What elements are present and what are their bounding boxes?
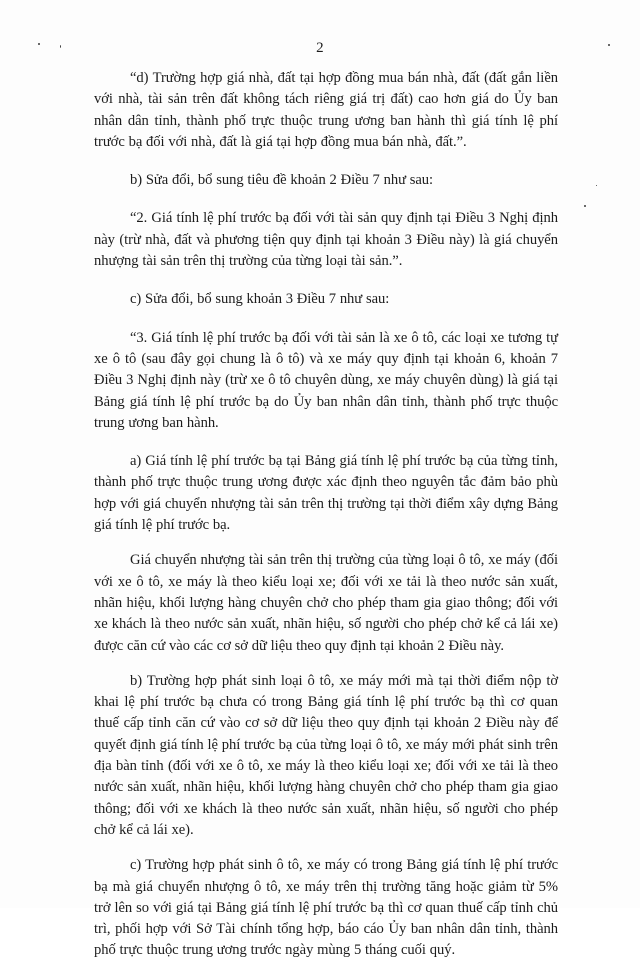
paragraph-point-b: b) Trường hợp phát sinh loại ô tô, xe máy mới mà tại thời điểm nộp tờ khai lệ phí trước bạ chưa có trong Bảng giá tính lệ phí trước bạ thì cơ quan thuế cấp tỉnh căn cứ vào cơ sở dữ liệu theo quy định tại khoản 2 Điều này để quyết định giá tính lệ phí trước bạ của từng loại ô tô, xe máy mới phát sinh trên địa bàn tỉnh (đối với xe ô tô, xe máy là theo kiểu loại xe; đối với xe tải là theo nước sản xuất, nhãn hiệu, khối lượng hàng chuyên chở cho phép tham gia giao thông; đối với xe khách là theo nước sản xuất, nhãn hiệu, số người cho phép chở kể cả lái xe). <box>94 672 558 838</box>
paragraph-point-a: a) Giá tính lệ phí trước bạ tại Bảng giá tính lệ phí trước bạ của từng tỉnh, thành phố trực thuộc trung ương được xác định theo nguyên tắc đảm bảo phù hợp với giá chuyển nhượng tài sản trên thị trường tại thời điểm xây dựng Bảng giá tính lệ phí trước bạ. <box>94 453 558 534</box>
page-number: 2 <box>316 40 324 56</box>
paragraph-clause-2: “2. Giá tính lệ phí trước bạ đối với tài sản quy định tại Điều 3 Nghị định này (trừ nhà, đất và phương tiện quy định tại khoản 3 Điều này) là giá chuyển nhượng tài sản trên thị trường của từng loại tài sản.”. <box>94 210 558 270</box>
scan-speck <box>584 205 586 207</box>
paragraph-clause-3: “3. Giá tính lệ phí trước bạ đối với tài sản là xe ô tô, các loại xe tương tự xe ô tô (sau đây gọi chung là ô tô) và xe máy quy định tại khoản 6, khoản 7 Điều 3 Nghị định này (trừ xe ô tô chuyên dùng, xe máy chuyên dùng) là giá tại Bảng giá tính lệ phí trước bạ do Ủy ban nhân dân tỉnh, thành phố trực thuộc trung ương ban hành. <box>94 329 558 431</box>
scan-speck <box>60 45 61 48</box>
document-body <box>94 68 558 974</box>
scan-speck <box>596 185 597 186</box>
paragraph-market-price: Giá chuyển nhượng tài sản trên thị trường của từng loại ô tô, xe máy (đối với xe ô tô, xe máy là theo kiểu loại xe; đối với xe tải là theo nước sản xuất, nhãn hiệu, khối lượng hàng chuyên chở cho phép tham gia giao thông; đối với xe khách là theo nước sản xuất, nhãn hiệu, số người cho phép chở kể cả lái xe) được căn cứ vào các cơ sở dữ liệu theo quy định tại khoản 2 Điều này. <box>94 552 558 654</box>
paragraph-clause-d: “d) Trường hợp giá nhà, đất tại hợp đồng mua bán nhà, đất (đất gắn liền với nhà, tài sản trên đất không tách riêng giá trị đất) cao hơn giá do Ủy ban nhân dân tỉnh, thành phố trực thuộc trung ương ban hành thì giá tính lệ phí trước bạ đối với nhà, đất là giá tại hợp đồng mua bán nhà, đất.”. <box>94 70 558 150</box>
paragraph-amend-clause-2-title: b) Sửa đổi, bổ sung tiêu đề khoản 2 Điều 7 như sau: <box>130 172 434 189</box>
paragraph-point-c: c) Trường hợp phát sinh ô tô, xe máy có trong Bảng giá tính lệ phí trước bạ mà giá chuyển nhượng ô tô, xe máy trên thị trường tăng hoặc giảm từ 5% trở lên so với giá tại Bảng giá tính lệ phí trước bạ thì cơ quan thuế cấp tỉnh chủ trì, phối hợp với Sở Tài chính tổng hợp, báo cáo Ủy ban nhân dân tỉnh, thành phố trực thuộc trung ương trước ngày mùng 5 tháng cuối quý. <box>94 857 558 959</box>
paragraph-amend-clause-3: c) Sửa đổi, bổ sung khoản 3 Điều 7 như sau: <box>130 291 390 308</box>
scan-speck <box>608 44 610 46</box>
scan-speck <box>38 43 40 45</box>
